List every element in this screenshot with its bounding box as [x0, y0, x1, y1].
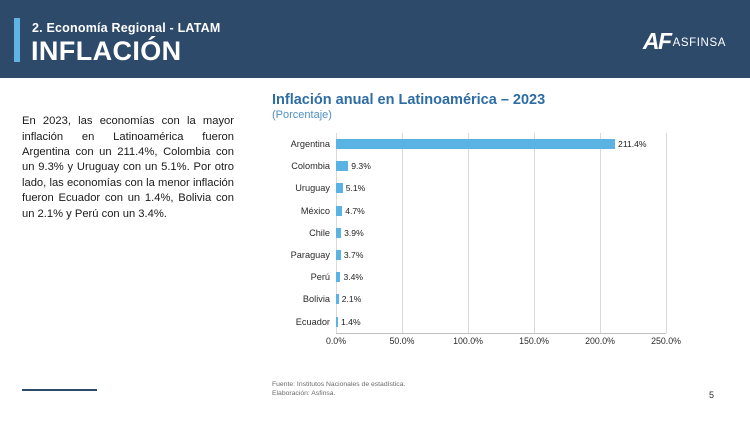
category-label: Chile — [309, 227, 330, 238]
chart-subtitle: (Porcentaje) — [272, 109, 332, 121]
chart-panel — [258, 92, 728, 392]
bar-row — [295, 311, 666, 333]
bar-value-label: 3.7% — [343, 250, 364, 261]
chart-plot-area — [258, 129, 728, 357]
bar-row — [310, 266, 666, 288]
bar-value-label: 211.4% — [618, 139, 647, 150]
footer-rule — [22, 389, 97, 391]
bar-value-label: 2.1% — [341, 294, 362, 305]
bar-row — [290, 133, 666, 155]
bar-row — [295, 177, 666, 199]
source-line-1: Fuente: Institutos Nacionales de estadística. — [272, 381, 406, 388]
bar — [336, 139, 615, 149]
chart-source-note — [272, 380, 405, 398]
category-label: Uruguay — [295, 183, 330, 194]
narrative-panel — [22, 103, 234, 233]
bar-value-label: 9.3% — [351, 161, 371, 172]
bar-value-label: 4.7% — [345, 205, 365, 216]
bar — [336, 250, 341, 260]
chart-x-tick-labels — [325, 336, 681, 350]
bar — [336, 161, 348, 171]
bar — [336, 206, 342, 216]
header-section-label: 2. Economía Regional - LATAM — [32, 21, 221, 35]
category-label: Colombia — [291, 161, 330, 172]
chart-x-axis-line — [336, 333, 666, 334]
bar-row — [302, 288, 666, 310]
bar-value-label: 1.4% — [341, 316, 361, 327]
category-label: México — [300, 205, 330, 216]
page-header — [0, 0, 750, 78]
chart-title: Inflación anual en Latinoamérica – 2023 — [272, 92, 546, 108]
x-tick-label: 200.0% — [585, 336, 615, 346]
page-number: 5 — [708, 390, 714, 400]
bar — [336, 183, 343, 193]
company-logo — [643, 30, 726, 53]
category-label: Bolivia — [302, 294, 330, 305]
bar-row — [291, 155, 666, 177]
source-line-2: Elaboración: Asfinsa. — [272, 390, 336, 397]
bar — [336, 294, 339, 304]
bar-row — [309, 222, 666, 244]
bar-value-label: 3.9% — [344, 227, 364, 238]
bar-row — [300, 200, 666, 222]
chart-bars — [290, 133, 666, 333]
narrative-paragraph: En 2023, las economías con la mayor inflación en Latinoamérica fueron Argentina con un 211.4%, Colombia con un 9.3% y Uruguay con un 5.1%. Por otro lado, las economías con la menor inflación fueron Ecuador con un 1.4%, Bolivia con un 2.1% y Perú con un 3.4%. — [22, 115, 234, 220]
gridline — [666, 133, 667, 333]
category-label: Ecuador — [295, 316, 330, 327]
bar-value-label: 5.1% — [345, 183, 366, 194]
x-tick-label: 100.0% — [453, 336, 483, 346]
bar-value-label: 3.4% — [343, 272, 364, 283]
x-tick-label: 50.0% — [389, 336, 415, 346]
bar — [336, 317, 338, 327]
x-tick-label: 150.0% — [519, 336, 549, 346]
logo-monogram: AF — [642, 28, 671, 54]
bar — [336, 272, 340, 282]
header-accent-bar — [14, 18, 20, 62]
category-label: Perú — [310, 272, 330, 283]
x-tick-label: 250.0% — [651, 336, 681, 346]
x-tick-label: 0.0% — [325, 336, 347, 346]
bar-row — [290, 244, 666, 266]
logo-wordmark: ASFINSA — [672, 36, 726, 49]
category-label: Argentina — [290, 139, 330, 150]
category-label: Paraguay — [290, 250, 330, 261]
page-title: INFLACIÓN — [31, 36, 182, 66]
bar — [336, 228, 341, 238]
